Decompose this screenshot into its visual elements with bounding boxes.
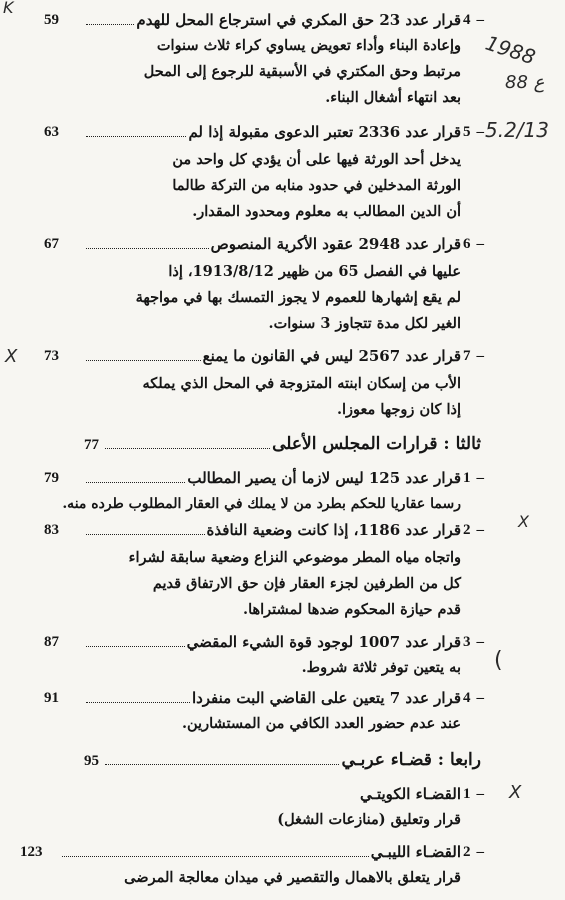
page-number: 95 [84, 753, 99, 769]
item-number: 2 – [463, 522, 484, 538]
toc-entry[interactable] [0, 344, 565, 368]
dot-leader [86, 360, 201, 361]
handwritten-x-mark-1: X [5, 346, 18, 367]
entry-title: قرار عدد 125 ليس لازما أن يصير المطالب [187, 469, 461, 487]
entry-title: قرار عدد 2948 عقود الأكرية المنصوص [210, 235, 461, 253]
item-number: 1 – [463, 470, 484, 486]
toc-entry[interactable] [0, 518, 565, 542]
handwritten-note-5-2-13: 5.2/13 [485, 118, 549, 142]
handwritten-corner-mark: K [3, 0, 14, 17]
item-number: 6 – [463, 236, 484, 252]
toc-entry[interactable] [0, 8, 565, 32]
entry-continuation: مرتبط وحق المكتري في الأسبقية للرجوع إلى المحل [143, 63, 461, 80]
entry-title: قرار عدد 23 حق المكري في استرجاع المحل للهدم [136, 11, 461, 29]
dot-leader [86, 136, 186, 137]
handwritten-note-1988: 1988 [482, 30, 539, 70]
dot-leader [86, 248, 209, 249]
dot-leader [62, 856, 369, 857]
dot-leader [105, 764, 339, 765]
page-number: 123 [20, 844, 43, 860]
handwritten-note-88: 88 ع [505, 72, 545, 93]
entry-title: قرار عدد 1186، إذا كانت وضعية النافذة [206, 521, 461, 539]
item-number: 4 – [463, 690, 484, 706]
page-number: 59 [44, 12, 59, 28]
entry-continuation: أن الدين المطالب به معلوم ومحدود المقدار. [192, 203, 461, 220]
handwritten-x-mark-2: X [518, 512, 529, 531]
page-number: 83 [44, 522, 59, 538]
entry-continuation: وإعادة البناء وأداء تعويض يساوي كراء ثلاث سنوات [156, 37, 461, 54]
page-number: 91 [44, 690, 59, 706]
item-number: 3 – [463, 634, 484, 650]
entry-continuation: رسما عقاريا للحكم بطرد من لا يملك في العقار المطلوب طرده منه. [62, 496, 461, 512]
entry-title: القضـاء الكويتـي [360, 785, 461, 803]
entry-title: قرار عدد 2336 تعتبر الدعوى مقبولة إذا لم [188, 123, 461, 141]
handwritten-bracket: ( [494, 648, 503, 673]
entry-continuation: لم يقع إشهارها للعموم لا يجوز التمسك بها في مواجهة [135, 289, 461, 306]
toc-entry[interactable] [0, 630, 565, 654]
entry-continuation: عند عدم حضور العدد الكافي من المستشارين. [181, 715, 461, 732]
entry-title: قرار عدد 1007 لوجود قوة الشيء المقضي [186, 633, 461, 651]
toc-entry[interactable] [0, 232, 565, 256]
dot-leader [86, 534, 205, 535]
item-number: 2 – [463, 844, 484, 860]
item-number: 1 – [463, 786, 484, 802]
page-number: 67 [44, 236, 59, 252]
handwritten-x-mark-3: X [509, 782, 522, 803]
section-title: ثالثا : قرارات المجلس الأعلى [272, 434, 481, 454]
toc-entry[interactable] [0, 840, 565, 864]
entry-continuation: كل من الطرفين لجزء العقار فإن حق الارتفاق قديم [152, 575, 461, 592]
entry-continuation: به يتعين توفر ثلاثة شروط. [301, 659, 461, 676]
entry-continuation: بعد انتهاء أشغال البناء. [325, 89, 461, 106]
entry-continuation: إذا كان زوجها معوزا. [336, 401, 461, 418]
page-number: 79 [44, 470, 59, 486]
entry-title: قرار عدد 7 يتعين على القاضي البت منفردا [191, 689, 461, 707]
entry-continuation: الورثة المدخلين في حدود منابه من التركة طالما [172, 177, 461, 194]
entry-title: قرار عدد 2567 ليس في القانون ما يمنع [202, 347, 461, 365]
page-number: 77 [84, 437, 99, 453]
entry-continuation: عليها في الفصل 65 من ظهير 1913/8/12، إذا [168, 263, 461, 280]
entry-continuation: واتجاه مياه المطر موضوعي النزاع وضعية سابقة لشراء [128, 549, 461, 566]
section-heading[interactable] [84, 434, 481, 460]
section-title: رابعا : قضـاء عربـي [341, 750, 481, 770]
entry-continuation: يدخل أحد الورثة فيها على أن يؤدي كل واحد من [172, 151, 461, 168]
entry-title: القضـاء الليبـي [370, 843, 461, 861]
dot-leader [86, 482, 185, 483]
toc-entry[interactable] [0, 782, 565, 806]
entry-continuation: قدم حيازة المحكوم ضدها لمشتراها. [243, 601, 461, 618]
entry-continuation: قرار يتعلق بالاهمال والتقصير في ميدان معالجة المرضى [124, 869, 461, 886]
dot-leader [86, 24, 134, 25]
toc-entry[interactable] [0, 686, 565, 710]
toc-entry[interactable] [0, 120, 565, 144]
page-number: 87 [44, 634, 59, 650]
item-number: 5 – [463, 124, 484, 140]
section-heading[interactable] [84, 750, 481, 776]
item-number: 4 – [463, 12, 484, 28]
dot-leader [105, 448, 270, 449]
page-number: 63 [44, 124, 59, 140]
toc-entry[interactable] [0, 466, 565, 490]
item-number: 7 – [463, 348, 484, 364]
entry-continuation: الأب من إسكان ابنته المتزوجة في المحل الذي يملكه [142, 375, 461, 392]
entry-continuation: الغير لكل مدة تتجاوز 3 سنوات. [268, 315, 461, 332]
page-number: 73 [44, 348, 59, 364]
entry-continuation: قرار وتعليق (منازعات الشغل) [277, 811, 461, 828]
dot-leader [86, 702, 190, 703]
dot-leader [86, 646, 185, 647]
